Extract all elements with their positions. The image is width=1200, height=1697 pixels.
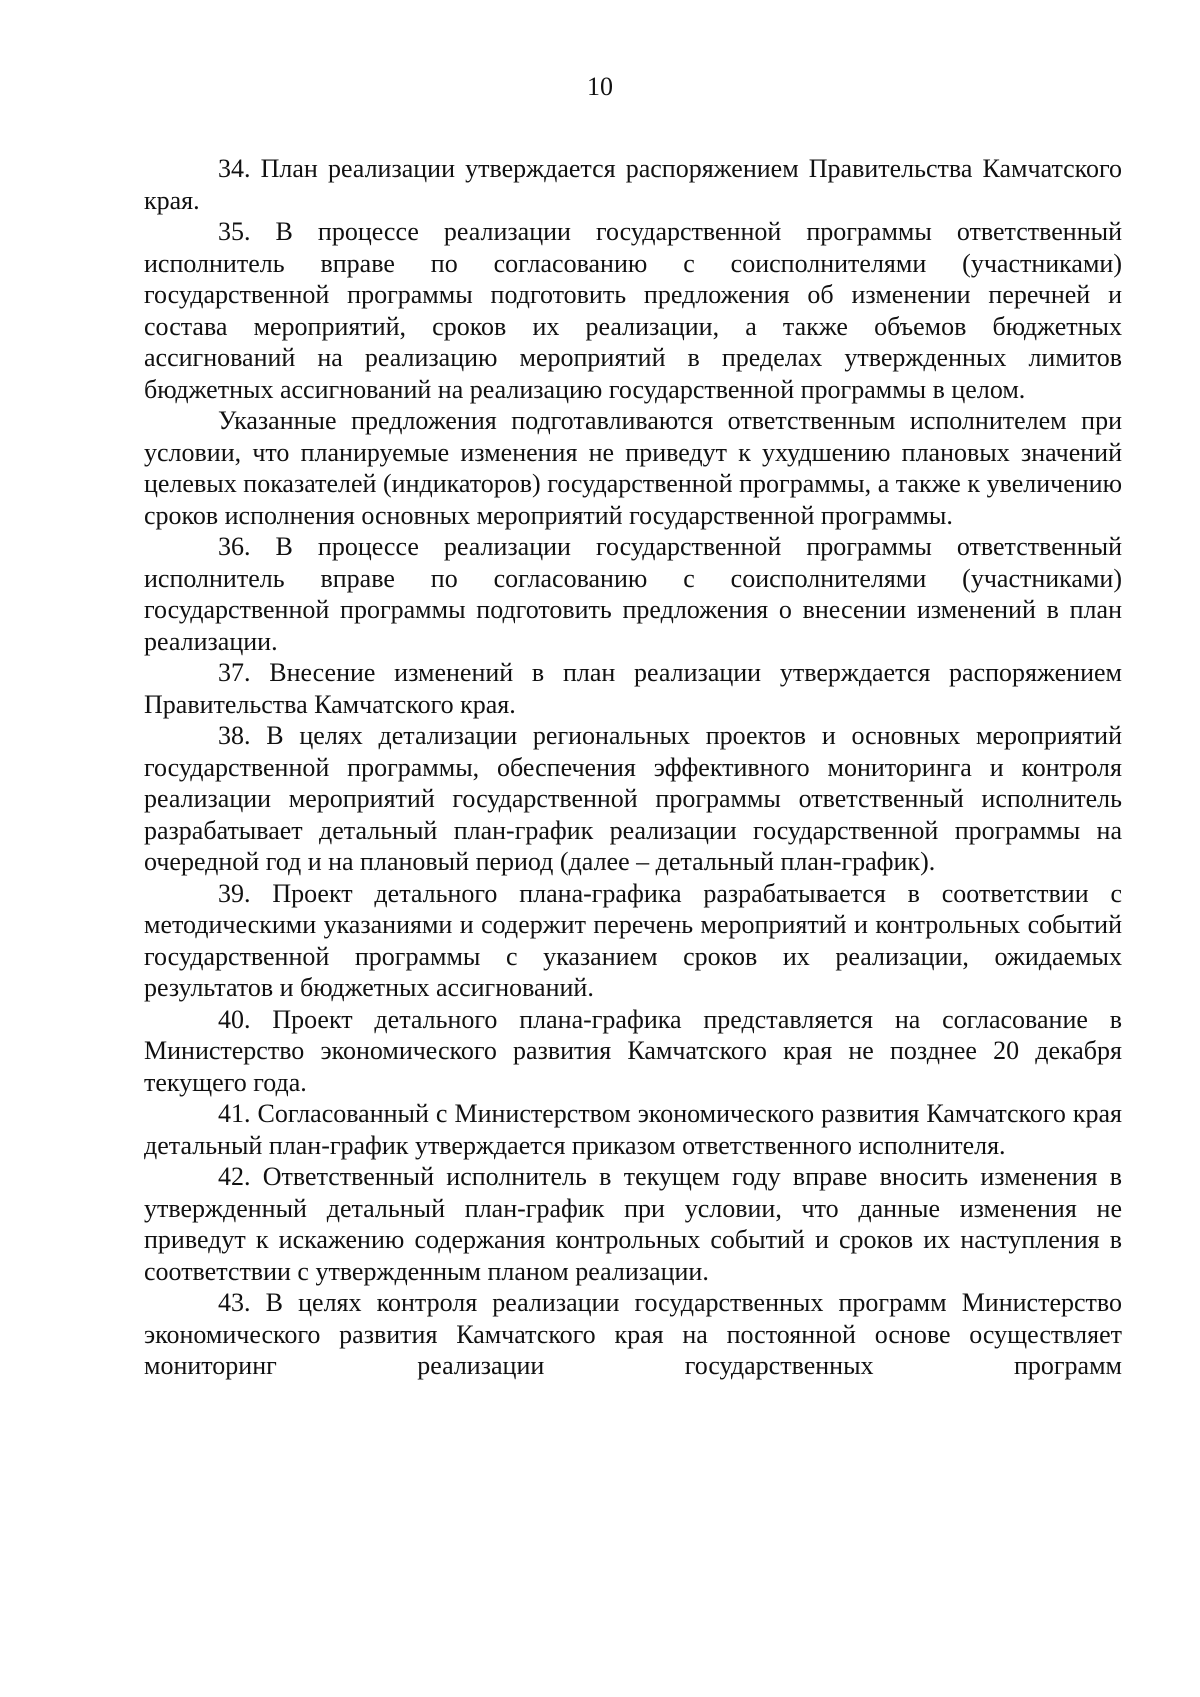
paragraph-34: 34. План реализации утверждается распоряжением Правительства Камчатского края. bbox=[144, 154, 1122, 215]
page-number: 10 bbox=[587, 72, 613, 101]
document-body bbox=[144, 153, 1122, 1382]
paragraph-38: 38. В целях детализации региональных проектов и основных мероприятий государственной программы, обеспечения эффективного мониторинга и контроля реализации мероприятий государственной программы ответственный исполнитель разрабатывает детальный план-график реализации государственной программы на очередной год и на плановый период (далее – детальный план-график). bbox=[144, 721, 1122, 876]
paragraph-41: 41. Согласованный с Министерством экономического развития Камчатского края детальный план-график утверждается приказом ответственного исполнителя. bbox=[144, 1099, 1122, 1160]
paragraph-37: 37. Внесение изменений в план реализации утверждается распоряжением Правительства Камчатского края. bbox=[144, 658, 1122, 719]
paragraph-43: 43. В целях контроля реализации государственных программ Министерство экономического развития Камчатского края на постоянной основе осуществляет мониторинг реализации государственных программ bbox=[144, 1288, 1122, 1380]
paragraph-35-continuation: Указанные предложения подготавливаются ответственным исполнителем при условии, что планируемые изменения не приведут к ухудшению плановых значений целевых показателей (индикаторов) государственной программы, а также к увеличению сроков исполнения основных мероприятий государственной программы. bbox=[144, 406, 1122, 530]
paragraph-36: 36. В процессе реализации государственной программы ответственный исполнитель вправе по согласованию с соисполнителями (участниками) государственной программы подготовить предложения о внесении изменений в план реализации. bbox=[144, 532, 1122, 656]
paragraph-35: 35. В процессе реализации государственной программы ответственный исполнитель вправе по согласованию с соисполнителями (участниками) государственной программы подготовить предложения об изменении перечней и состава мероприятий, сроков их реализации, а также объемов бюджетных ассигнований на реализацию мероприятий в пределах утвержденных лимитов бюджетных ассигнований на реализацию государственной программы в целом. bbox=[144, 217, 1122, 404]
paragraph-42: 42. Ответственный исполнитель в текущем году вправе вносить изменения в утвержденный детальный план-график при условии, что данные изменения не приведут к искажению содержания контрольных событий и сроков их наступления в соответствии с утвержденным планом реализации. bbox=[144, 1162, 1122, 1286]
paragraph-39: 39. Проект детального плана-графика разрабатывается в соответствии с методическими указаниями и содержит перечень мероприятий и контрольных событий государственной программы с указанием сроков их реализации, ожидаемых результатов и бюджетных ассигнований. bbox=[144, 878, 1122, 1002]
paragraph-40: 40. Проект детального плана-графика представляется на согласование в Министерство экономического развития Камчатского края не позднее 20 декабря текущего года. bbox=[144, 1004, 1122, 1097]
